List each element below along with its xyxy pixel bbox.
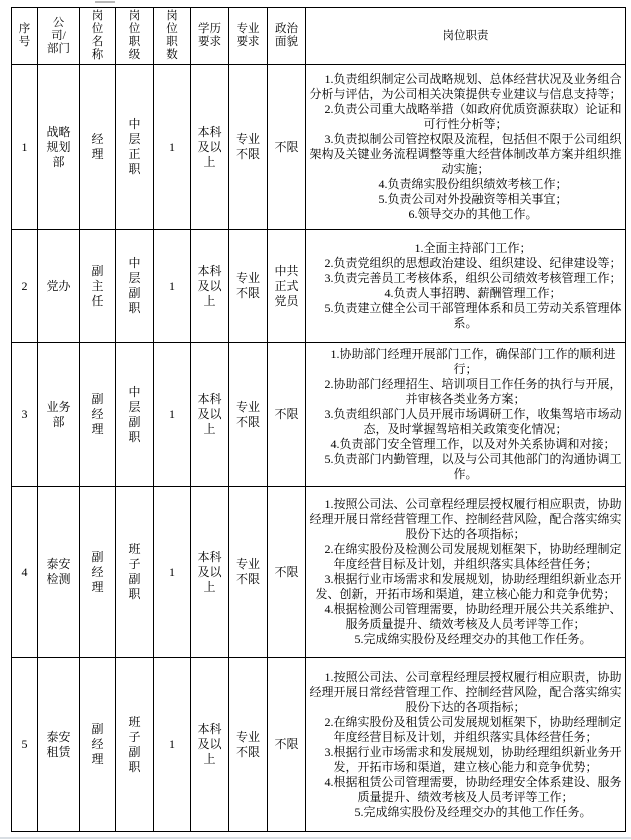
cell-duties [306,343,626,487]
cell-name: 副经理 [80,487,116,658]
duty-item: 3.负责完善员工考核体系，组织公司绩效考核管理工作； [324,271,622,285]
cell-edu: 本科及以上 [191,658,229,832]
header-label: 公司/部门 [46,16,70,55]
cell-major: 专业不限 [229,343,268,487]
duty-item: 1.负责组织制定公司战略规划、总体经营状况及业务组合分析与评估，为公司相关决策提供专业建议与信息支持等； [309,72,622,101]
cell-rank: 中层副职 [116,230,154,343]
duty-item: 2.负责党组织的思想政治建设、组织建设、纪律建设等； [324,256,622,270]
header-cell-edu [191,8,229,65]
cell-duties [306,230,626,343]
header-label: 岗位名称 [91,10,104,61]
duty-item: 2.在绵实股份及租赁公司发展规划框架下，协助经理制定年度经营目标及计划，并组织落实具体经营任务； [324,714,622,744]
duty-item: 1.全面主持部门工作； [414,241,532,255]
duty-item: 3.根据行业市场需求和发展规划，协助经理组织新业态开发、创新，开拓市场和渠道，建立核心能力和竞争优势； [315,572,622,601]
header-cell-count [154,8,191,65]
cell-dept: 泰安租赁 [38,658,80,832]
duty-item: 3.负责组织部门人员开展市场调研工作，收集驾培市场动态，及时掌握驾培相关政策变化情况； [324,407,622,436]
cell-edu: 本科及以上 [191,487,229,658]
duty-item: 1.按照公司法、公司章程经理层授权履行相应职责，协助经理开展日常经营管理工作、控制经营风险，配合落实绵实股份下达的各项指标； [309,669,622,714]
job-positions-table [11,7,626,832]
cell-duties [306,658,626,832]
cell-politics: 不限 [268,65,306,230]
cell-major: 专业不限 [229,658,268,832]
duty-item: 4.负责部门安全管理工作，以及对外关系协调和对接； [330,437,616,451]
header-label: 岗位职级 [128,10,141,61]
cell-major: 专业不限 [229,230,268,343]
cell-count: 1 [154,658,191,832]
table-row [12,230,626,343]
cell-politics: 不限 [268,658,306,832]
cell-seq: 5 [12,658,38,832]
window-bottom-edge [0,837,631,839]
cell-name: 副经理 [80,658,116,832]
duty-item: 5.完成绵实股份及经理交办的其他工作任务。 [354,632,592,646]
cell-dept: 泰安检测 [38,487,80,658]
page-edge-artifact [95,1,115,3]
duty-item: 1.协助部门经理开展部门工作，确保部门工作的顺利进行； [330,347,616,376]
cell-edu: 本科及以上 [191,230,229,343]
header-cell-duties [306,8,626,65]
header-row [12,8,626,65]
header-label: 岗位职责 [442,29,489,42]
duty-item: 2.协助部门经理招生、培训项目工作任务的执行与开展，并审核各类业务方案； [324,377,622,406]
cell-edu: 本科及以上 [191,65,229,230]
cell-seq: 4 [12,487,38,658]
cell-dept: 战略规划部 [38,65,80,230]
cell-duties [306,487,626,658]
cell-dept: 党办 [38,230,80,343]
duty-item: 4.根据检测公司管理需要，协助经理开展公共关系维护、服务质量提升、绩效考核及人员考评等工作； [324,602,622,631]
duty-item: 5.负责建立健全公司干部管理体系和员工劳动关系管理体系。 [324,301,622,330]
cell-name: 副主任 [80,230,116,343]
cell-major: 专业不限 [229,487,268,658]
cell-rank: 班子副职 [116,658,154,832]
cell-duties [306,65,626,230]
duty-item: 3.根据行业市场需求和发展规划，协助经理组织新业务开发，开拓市场和渠道，建立核心能力和竞争优势； [324,744,622,774]
cell-politics: 不限 [268,487,306,658]
header-cell-dept [38,8,80,65]
header-cell-name [80,8,116,65]
duty-item: 2.负责公司重大战略举措（如政府优质资源获取）论证和可行性分析等； [324,102,622,131]
header-cell-major [229,8,268,65]
header-cell-politics [268,8,306,65]
duty-item: 5.完成绵实股份及经理交办的其他工作任务。 [354,804,592,819]
duty-item: 3.负责拟制公司管控权限及流程，包括但不限于公司组织架构及关键业务流程调整等重大经营体制改革方案并组织推动实施； [309,132,622,176]
cell-name: 经理 [80,65,116,230]
header-cell-seq [12,8,38,65]
cell-seq: 2 [12,230,38,343]
header-label: 政治面貌 [274,23,298,48]
table-row [12,658,626,832]
cell-rank: 班子副职 [116,487,154,658]
cell-rank: 中层副职 [116,343,154,487]
cell-politics: 不限 [268,343,306,487]
cell-edu: 本科及以上 [191,343,229,487]
table-row [12,487,626,658]
cell-count: 1 [154,487,191,658]
duty-item: 2.在绵实股份及检测公司发展规划框架下，协助经理制定年度经营目标及计划，并组织落实具体经营任务； [324,542,622,571]
cell-count: 1 [154,230,191,343]
duty-item: 4.负责绵实股份组织绩效考核工作； [378,177,568,191]
duty-item: 6.领导交办的其他工作。 [408,207,538,221]
duty-item: 5.负责部门内勤管理，以及与公司其他部门的沟通协调工作。 [324,452,622,481]
header-label: 专业要求 [236,23,260,48]
cell-name: 副经理 [80,343,116,487]
table-row [12,343,626,487]
duty-item: 4.根据租赁公司管理需要，协助经理安全体系建设、服务质量提升、绩效考核及人员考评等工作； [324,774,622,804]
cell-count: 1 [154,65,191,230]
duty-item: 1.按照公司法、公司章程经理层授权履行相应职责，协助经理开展日常经营管理工作、控制经营风险，配合落实绵实股份下达的各项指标； [309,497,622,541]
cell-seq: 3 [12,343,38,487]
cell-politics: 中共正式党员 [268,230,306,343]
header-label: 岗位职数 [166,10,178,61]
header-label: 序号 [18,23,31,48]
duty-item: 5.负责公司对外投融资等相关事宜； [378,192,568,206]
cell-major: 专业不限 [229,65,268,230]
header-label: 学历要求 [197,23,221,48]
duty-item: 4.负责人事招聘、薪酬管理工作； [384,286,562,300]
cell-rank: 中层正职 [116,65,154,230]
cell-seq: 1 [12,65,38,230]
cell-count: 1 [154,343,191,487]
table-row [12,65,626,230]
cell-dept: 业务部 [38,343,80,487]
header-cell-rank [116,8,154,65]
